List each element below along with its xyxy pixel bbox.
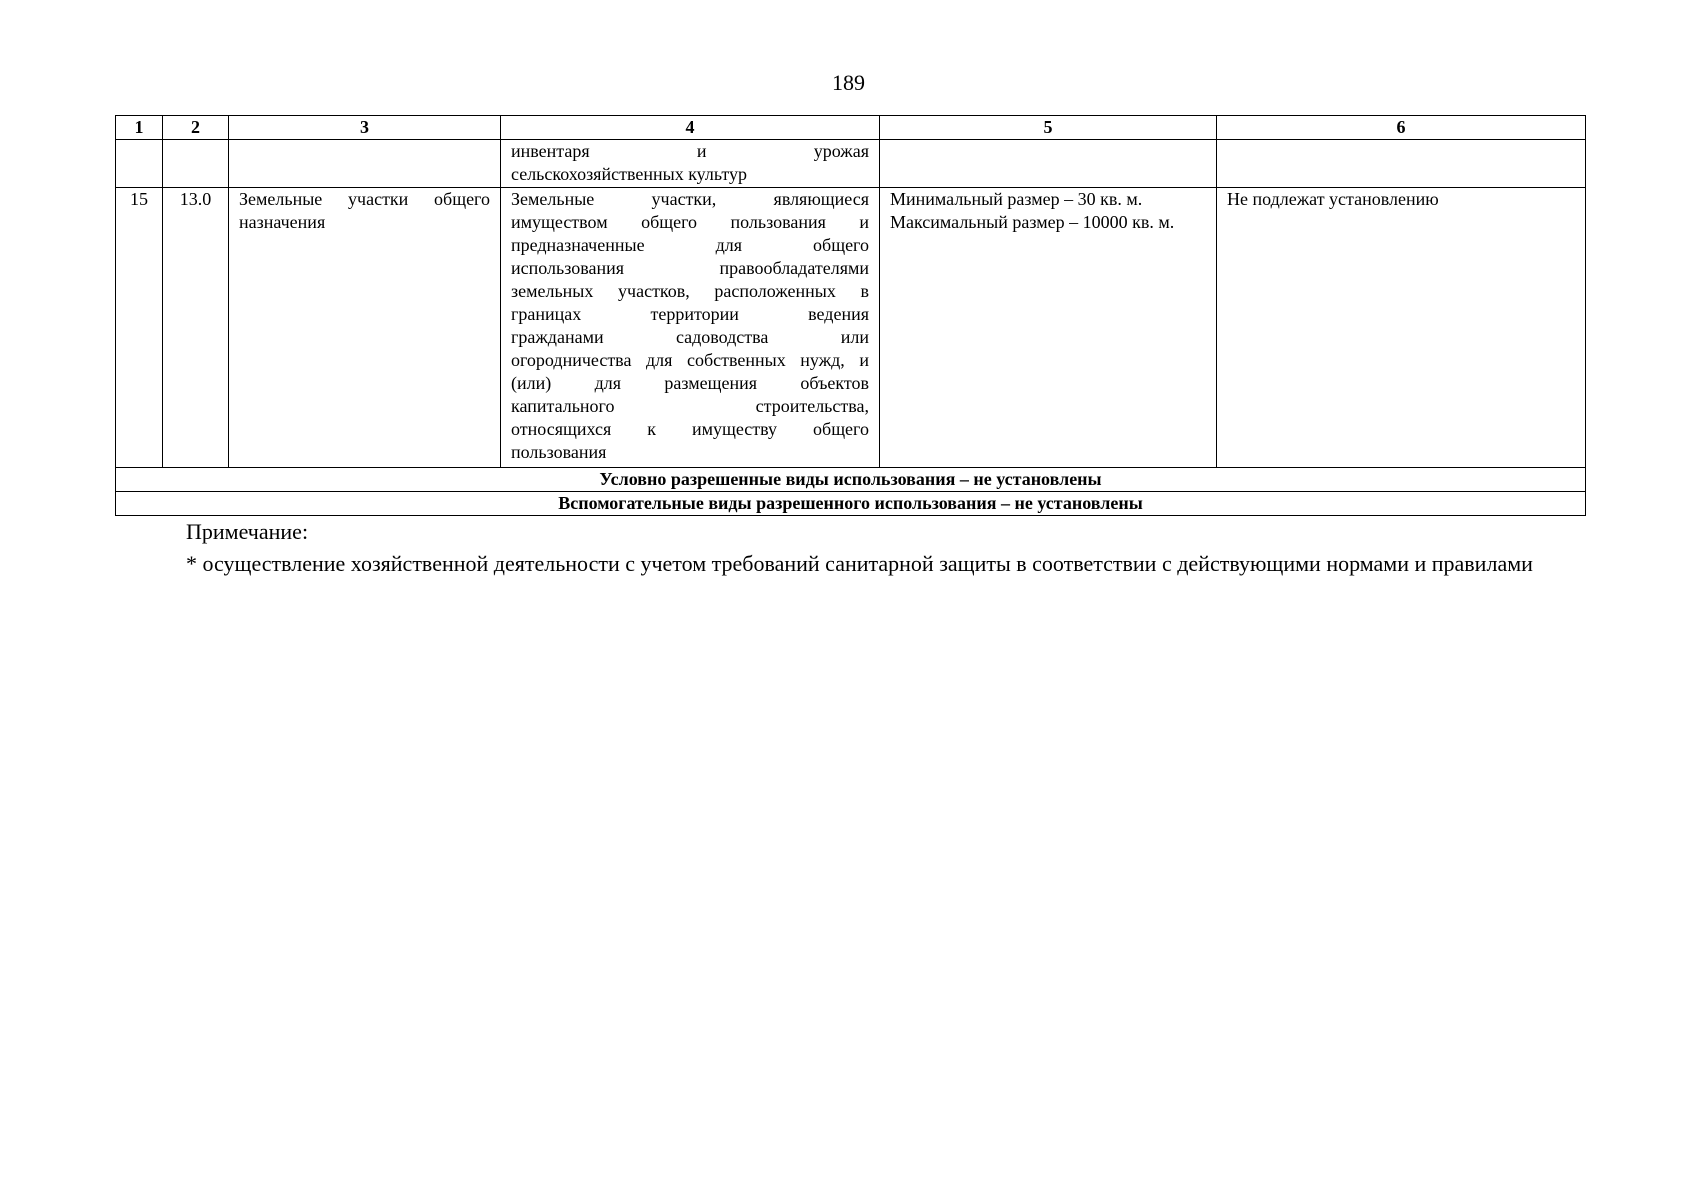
max-size: Максимальный размер – 10000 кв. м. [890, 212, 1175, 232]
min-size: Минимальный размер – 30 кв. м. [890, 189, 1143, 209]
conditional-uses-row [116, 468, 1586, 492]
column-header: 6 [1217, 116, 1586, 140]
table-header-row [116, 116, 1586, 140]
description-line: относящихся к имуществу общего [511, 419, 869, 439]
use-code: 13.0 [163, 188, 229, 468]
note-title: Примечание: [186, 519, 309, 544]
table-row [116, 188, 1586, 468]
description-line: имуществом общего пользования и [511, 212, 869, 232]
column-header: 2 [163, 116, 229, 140]
table-row-continued [116, 140, 1586, 188]
note-text: * осуществление хозяйственной деятельности с учетом требований санитарной защиты в соответствии с действующими нормами и правилами [186, 551, 1533, 576]
restrictions-cell: Не подлежат установлению [1217, 188, 1586, 468]
page-number: 189 [832, 70, 865, 95]
description-line: гражданами садоводства или [511, 327, 869, 347]
description-line: предназначенные для общего [511, 235, 869, 255]
description-line: огородничества для собственных нужд, и [511, 350, 869, 370]
auxiliary-uses-row [116, 492, 1586, 516]
land-use-table [115, 115, 1586, 516]
column-header: 1 [116, 116, 163, 140]
column-header: 4 [501, 116, 880, 140]
description-line: границах территории ведения [511, 304, 869, 324]
description-line: инвентаря и урожая [511, 141, 869, 161]
description-line: (или) для размещения объектов [511, 373, 869, 393]
row-number: 15 [116, 188, 163, 468]
auxiliary-uses-text: Вспомогательные виды разрешенного использования – не установлены [116, 492, 1586, 516]
description-cell [501, 140, 880, 188]
description-cell [501, 188, 880, 468]
description-line: капитального строительства, [511, 396, 869, 416]
description-line: использования правообладателями [511, 258, 869, 278]
size-limits-cell [880, 188, 1217, 468]
description-line: пользования [511, 442, 607, 462]
use-name: Земельные участки общего назначения [229, 188, 501, 468]
column-header: 3 [229, 116, 501, 140]
description-line: Земельные участки, являющиеся [511, 189, 869, 209]
conditional-uses-text: Условно разрешенные виды использования – не установлены [116, 468, 1586, 492]
description-line: сельскохозяйственных культур [511, 164, 748, 184]
description-line: земельных участков, расположенных в [511, 281, 869, 301]
column-header: 5 [880, 116, 1217, 140]
